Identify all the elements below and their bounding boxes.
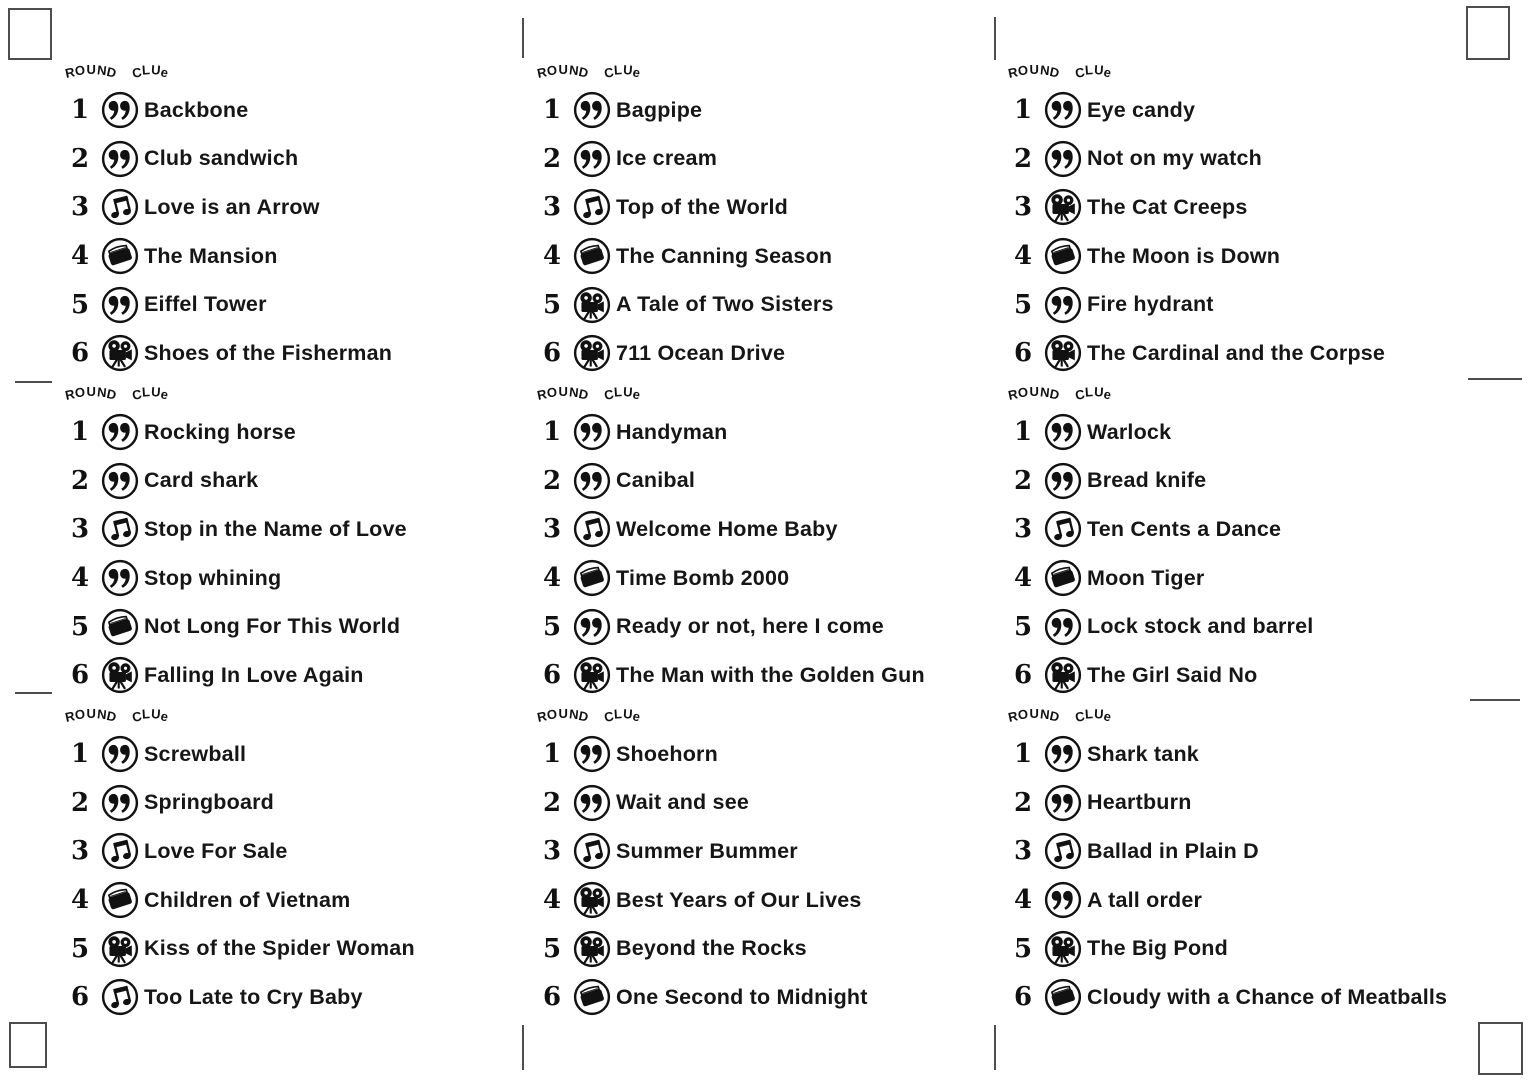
clue-row bbox=[537, 183, 1008, 232]
card-header bbox=[65, 384, 537, 408]
clue-row bbox=[1008, 135, 1480, 184]
song-icon bbox=[573, 510, 611, 548]
quote-icon bbox=[1044, 462, 1082, 500]
quote-icon bbox=[101, 286, 139, 324]
quote-icon bbox=[101, 140, 139, 178]
movie-icon bbox=[101, 334, 139, 372]
clue-row bbox=[1008, 924, 1480, 973]
round-column-label: ROUND bbox=[1006, 62, 1062, 81]
clue-row bbox=[65, 408, 537, 457]
round-number: 1 bbox=[1013, 739, 1033, 770]
round-number: 6 bbox=[542, 982, 562, 1013]
clue-row bbox=[1008, 183, 1480, 232]
clue-text: Too Late to Cry Baby bbox=[144, 984, 363, 1009]
clue-text: Screwball bbox=[144, 741, 247, 766]
clue-row bbox=[65, 973, 537, 1022]
quote-icon bbox=[101, 784, 139, 822]
clue-rows bbox=[537, 408, 1008, 700]
book-icon bbox=[573, 237, 611, 275]
clue-row bbox=[65, 779, 537, 828]
song-icon bbox=[1044, 832, 1082, 870]
clue-text: Top of the World bbox=[616, 194, 788, 219]
book-icon bbox=[101, 881, 139, 919]
round-number: 4 bbox=[542, 241, 562, 272]
round-number: 2 bbox=[70, 143, 90, 174]
clue-row bbox=[65, 651, 537, 700]
clue-column-label: CLUe bbox=[130, 61, 171, 81]
quote-icon bbox=[1044, 608, 1082, 646]
round-number: 4 bbox=[542, 885, 562, 916]
quote-icon bbox=[101, 735, 139, 773]
round-number: 1 bbox=[542, 95, 562, 126]
clue-text: Kiss of the Spider Woman bbox=[144, 936, 415, 961]
clue-row bbox=[537, 505, 1008, 554]
card-header bbox=[65, 62, 537, 86]
clue-text: Club sandwich bbox=[144, 146, 299, 171]
clue-row bbox=[537, 651, 1008, 700]
clue-text: Children of Vietnam bbox=[144, 887, 351, 912]
clue-row bbox=[1008, 505, 1480, 554]
clue-text: The Girl Said No bbox=[1087, 662, 1258, 687]
clue-text: One Second to Midnight bbox=[616, 984, 868, 1009]
clue-text: The Cardinal and the Corpse bbox=[1087, 340, 1386, 365]
card-grid bbox=[65, 62, 1480, 1028]
clue-row bbox=[537, 779, 1008, 828]
clue-row bbox=[1008, 779, 1480, 828]
clue-text: Shark tank bbox=[1087, 741, 1199, 766]
clue-rows bbox=[537, 730, 1008, 1022]
clue-text: Lock stock and barrel bbox=[1087, 614, 1314, 639]
clue-text: A tall order bbox=[1087, 887, 1203, 912]
clue-row bbox=[1008, 602, 1480, 651]
clue-row bbox=[1008, 730, 1480, 779]
clue-row bbox=[1008, 86, 1480, 135]
round-number: 4 bbox=[70, 885, 90, 916]
clue-rows bbox=[65, 86, 537, 378]
movie-icon bbox=[1044, 930, 1082, 968]
round-number: 5 bbox=[542, 933, 562, 964]
round-number: 2 bbox=[1013, 465, 1033, 496]
round-number: 3 bbox=[70, 514, 90, 545]
crop-mark-tick-bottom-1 bbox=[522, 1025, 524, 1070]
card-header bbox=[537, 384, 1008, 408]
clue-row bbox=[1008, 408, 1480, 457]
card-header bbox=[1008, 62, 1480, 86]
clue-card bbox=[537, 62, 1008, 384]
clue-text: Eye candy bbox=[1087, 97, 1196, 122]
clue-text: Heartburn bbox=[1087, 790, 1192, 815]
clue-row bbox=[1008, 876, 1480, 925]
book-icon bbox=[101, 237, 139, 275]
round-number: 3 bbox=[70, 192, 90, 223]
clue-text: Canibal bbox=[616, 468, 696, 493]
clue-row bbox=[65, 86, 537, 135]
round-number: 1 bbox=[1013, 417, 1033, 448]
clue-text: 711 Ocean Drive bbox=[616, 340, 786, 365]
round-number: 1 bbox=[70, 95, 90, 126]
quote-icon bbox=[573, 140, 611, 178]
clue-column-label: CLUe bbox=[602, 61, 643, 81]
round-number: 6 bbox=[1013, 982, 1033, 1013]
clue-text: Fire hydrant bbox=[1087, 292, 1214, 317]
crop-mark-square-top-left bbox=[8, 8, 52, 60]
clue-row bbox=[537, 876, 1008, 925]
round-number: 3 bbox=[542, 836, 562, 867]
round-number: 1 bbox=[70, 417, 90, 448]
clue-text: Summer Bummer bbox=[616, 838, 798, 863]
clue-column-label: CLUe bbox=[1073, 705, 1114, 725]
clue-text: Wait and see bbox=[616, 790, 750, 815]
book-icon bbox=[573, 978, 611, 1016]
clue-row bbox=[65, 232, 537, 281]
clue-rows bbox=[1008, 730, 1480, 1022]
song-icon bbox=[1044, 510, 1082, 548]
round-number: 6 bbox=[542, 338, 562, 369]
round-number: 6 bbox=[542, 660, 562, 691]
clue-text: Stop in the Name of Love bbox=[144, 516, 407, 541]
song-icon bbox=[101, 510, 139, 548]
clue-row bbox=[65, 876, 537, 925]
round-number: 5 bbox=[542, 289, 562, 320]
movie-icon bbox=[573, 930, 611, 968]
round-number: 2 bbox=[1013, 787, 1033, 818]
round-number: 3 bbox=[1013, 514, 1033, 545]
round-number: 1 bbox=[1013, 95, 1033, 126]
clue-card bbox=[537, 706, 1008, 1028]
clue-row bbox=[537, 827, 1008, 876]
clue-card bbox=[1008, 62, 1480, 384]
clue-row bbox=[65, 135, 537, 184]
quote-icon bbox=[1044, 140, 1082, 178]
clue-rows bbox=[1008, 86, 1480, 378]
quote-icon bbox=[573, 91, 611, 129]
clue-row bbox=[65, 505, 537, 554]
clue-row bbox=[1008, 329, 1480, 378]
round-number: 6 bbox=[1013, 660, 1033, 691]
clue-text: The Mansion bbox=[144, 243, 278, 268]
crop-mark-square-top-right bbox=[1466, 6, 1510, 60]
clue-card bbox=[65, 384, 537, 706]
round-number: 4 bbox=[542, 563, 562, 594]
clue-text: A Tale of Two Sisters bbox=[616, 292, 834, 317]
clue-card bbox=[1008, 706, 1480, 1028]
clue-text: Shoehorn bbox=[616, 741, 718, 766]
round-number: 3 bbox=[542, 514, 562, 545]
clue-text: Beyond the Rocks bbox=[616, 936, 807, 961]
crop-mark-tick-top-1 bbox=[522, 18, 524, 58]
round-column-label: ROUND bbox=[63, 384, 119, 403]
round-number: 4 bbox=[1013, 885, 1033, 916]
clue-column-label: CLUe bbox=[602, 383, 643, 403]
round-column-label: ROUND bbox=[63, 62, 119, 81]
clue-text: Ready or not, here I come bbox=[616, 614, 884, 639]
clue-text: Not on my watch bbox=[1087, 146, 1263, 171]
round-number: 2 bbox=[542, 465, 562, 496]
quote-icon bbox=[1044, 413, 1082, 451]
clue-text: Shoes of the Fisherman bbox=[144, 340, 393, 365]
card-header bbox=[65, 706, 537, 730]
round-number: 6 bbox=[70, 982, 90, 1013]
round-number: 5 bbox=[70, 611, 90, 642]
song-icon bbox=[573, 188, 611, 226]
clue-text: Not Long For This World bbox=[144, 614, 401, 639]
round-number: 2 bbox=[70, 465, 90, 496]
book-icon bbox=[573, 559, 611, 597]
quote-icon bbox=[1044, 784, 1082, 822]
clue-row bbox=[65, 329, 537, 378]
clue-row bbox=[65, 554, 537, 603]
clue-text: Moon Tiger bbox=[1087, 565, 1205, 590]
clue-text: Rocking horse bbox=[144, 419, 296, 444]
clue-column-label: CLUe bbox=[1073, 61, 1114, 81]
card-header bbox=[1008, 384, 1480, 408]
clue-row bbox=[1008, 232, 1480, 281]
book-icon bbox=[1044, 559, 1082, 597]
clue-text: Handyman bbox=[616, 419, 728, 444]
crop-mark-square-bottom-right bbox=[1478, 1022, 1523, 1075]
clue-row bbox=[537, 602, 1008, 651]
clue-card bbox=[65, 706, 537, 1028]
round-column-label: ROUND bbox=[535, 384, 591, 403]
clue-text: Best Years of Our Lives bbox=[616, 887, 862, 912]
card-header bbox=[1008, 706, 1480, 730]
round-number: 3 bbox=[1013, 192, 1033, 223]
clue-text: Springboard bbox=[144, 790, 275, 815]
round-number: 4 bbox=[70, 563, 90, 594]
round-number: 1 bbox=[542, 417, 562, 448]
round-column-label: ROUND bbox=[1006, 384, 1062, 403]
quote-icon bbox=[1044, 881, 1082, 919]
clue-text: Time Bomb 2000 bbox=[616, 565, 790, 590]
clue-text: Eiffel Tower bbox=[144, 292, 267, 317]
clue-row bbox=[537, 554, 1008, 603]
movie-icon bbox=[101, 656, 139, 694]
clue-text: Card shark bbox=[144, 468, 259, 493]
quote-icon bbox=[573, 735, 611, 773]
clue-row bbox=[65, 602, 537, 651]
clue-row bbox=[1008, 280, 1480, 329]
clue-text: Cloudy with a Chance of Meatballs bbox=[1087, 984, 1448, 1009]
round-number: 3 bbox=[542, 192, 562, 223]
round-number: 5 bbox=[1013, 933, 1033, 964]
clue-column-label: CLUe bbox=[130, 705, 171, 725]
clue-text: Stop whining bbox=[144, 565, 282, 590]
clue-text: Love is an Arrow bbox=[144, 194, 320, 219]
round-number: 4 bbox=[70, 241, 90, 272]
clue-row bbox=[537, 408, 1008, 457]
movie-icon bbox=[1044, 334, 1082, 372]
round-number: 3 bbox=[70, 836, 90, 867]
clue-text: The Man with the Golden Gun bbox=[616, 662, 925, 687]
clue-row bbox=[65, 280, 537, 329]
clue-column-label: CLUe bbox=[602, 705, 643, 725]
card-header bbox=[537, 706, 1008, 730]
movie-icon bbox=[573, 656, 611, 694]
quote-icon bbox=[1044, 735, 1082, 773]
round-number: 6 bbox=[70, 660, 90, 691]
round-number: 1 bbox=[542, 739, 562, 770]
crop-mark-tick-left-2 bbox=[15, 692, 52, 694]
clue-text: Falling In Love Again bbox=[144, 662, 364, 687]
clue-row bbox=[1008, 973, 1480, 1022]
clue-rows bbox=[1008, 408, 1480, 700]
clue-row bbox=[537, 924, 1008, 973]
clue-column-label: CLUe bbox=[130, 383, 171, 403]
round-number: 5 bbox=[542, 611, 562, 642]
quote-icon bbox=[573, 784, 611, 822]
quote-icon bbox=[573, 413, 611, 451]
clue-row bbox=[1008, 651, 1480, 700]
round-number: 3 bbox=[1013, 836, 1033, 867]
clue-row bbox=[537, 232, 1008, 281]
clue-row bbox=[1008, 554, 1480, 603]
round-column-label: ROUND bbox=[535, 706, 591, 725]
quote-icon bbox=[573, 462, 611, 500]
clue-rows bbox=[65, 730, 537, 1022]
song-icon bbox=[573, 832, 611, 870]
song-icon bbox=[101, 188, 139, 226]
round-number: 6 bbox=[1013, 338, 1033, 369]
book-icon bbox=[101, 608, 139, 646]
round-number: 2 bbox=[1013, 143, 1033, 174]
clue-text: Ice cream bbox=[616, 146, 718, 171]
song-icon bbox=[101, 978, 139, 1016]
quote-icon bbox=[101, 91, 139, 129]
clue-card bbox=[537, 384, 1008, 706]
book-icon bbox=[1044, 237, 1082, 275]
clue-card bbox=[65, 62, 537, 384]
round-number: 5 bbox=[1013, 289, 1033, 320]
clue-text: The Canning Season bbox=[616, 243, 833, 268]
crop-mark-square-bottom-left bbox=[9, 1022, 47, 1068]
clue-row bbox=[65, 457, 537, 506]
clue-card bbox=[1008, 384, 1480, 706]
clue-row bbox=[537, 86, 1008, 135]
quote-icon bbox=[101, 559, 139, 597]
movie-icon bbox=[1044, 188, 1082, 226]
clue-text: Ten Cents a Dance bbox=[1087, 516, 1282, 541]
clue-text: Bread knife bbox=[1087, 468, 1207, 493]
quote-icon bbox=[573, 608, 611, 646]
round-number: 2 bbox=[542, 787, 562, 818]
clue-row bbox=[65, 827, 537, 876]
round-number: 6 bbox=[70, 338, 90, 369]
clue-text: Love For Sale bbox=[144, 838, 288, 863]
round-number: 1 bbox=[70, 739, 90, 770]
round-number: 4 bbox=[1013, 241, 1033, 272]
quote-icon bbox=[1044, 286, 1082, 324]
movie-icon bbox=[573, 881, 611, 919]
clue-rows bbox=[537, 86, 1008, 378]
round-number: 4 bbox=[1013, 563, 1033, 594]
clue-row bbox=[537, 135, 1008, 184]
round-column-label: ROUND bbox=[1006, 706, 1062, 725]
quote-icon bbox=[101, 462, 139, 500]
quote-icon bbox=[101, 413, 139, 451]
clue-row bbox=[65, 730, 537, 779]
movie-icon bbox=[1044, 656, 1082, 694]
clue-text: The Cat Creeps bbox=[1087, 194, 1248, 219]
crop-mark-tick-left-1 bbox=[15, 381, 52, 383]
movie-icon bbox=[101, 930, 139, 968]
clue-row bbox=[1008, 827, 1480, 876]
round-column-label: ROUND bbox=[63, 706, 119, 725]
crop-mark-tick-bottom-2 bbox=[994, 1025, 996, 1070]
movie-icon bbox=[573, 334, 611, 372]
clue-row bbox=[537, 280, 1008, 329]
book-icon bbox=[1044, 978, 1082, 1016]
movie-icon bbox=[573, 286, 611, 324]
clue-rows bbox=[65, 408, 537, 700]
round-number: 5 bbox=[1013, 611, 1033, 642]
clue-text: Welcome Home Baby bbox=[616, 516, 838, 541]
round-number: 2 bbox=[542, 143, 562, 174]
clue-text: Backbone bbox=[144, 97, 249, 122]
song-icon bbox=[101, 832, 139, 870]
clue-row bbox=[65, 183, 537, 232]
clue-text: Ballad in Plain D bbox=[1087, 838, 1259, 863]
clue-text: The Moon is Down bbox=[1087, 243, 1281, 268]
round-number: 5 bbox=[70, 289, 90, 320]
clue-column-label: CLUe bbox=[1073, 383, 1114, 403]
clue-row bbox=[537, 329, 1008, 378]
round-number: 2 bbox=[70, 787, 90, 818]
crop-mark-tick-top-2 bbox=[994, 17, 996, 60]
clue-row bbox=[65, 924, 537, 973]
clue-row bbox=[537, 973, 1008, 1022]
clue-row bbox=[537, 457, 1008, 506]
clue-row bbox=[1008, 457, 1480, 506]
round-column-label: ROUND bbox=[535, 62, 591, 81]
clue-row bbox=[537, 730, 1008, 779]
card-header bbox=[537, 62, 1008, 86]
clue-text: Warlock bbox=[1087, 419, 1172, 444]
clue-text: Bagpipe bbox=[616, 97, 703, 122]
round-number: 5 bbox=[70, 933, 90, 964]
quote-icon bbox=[1044, 91, 1082, 129]
clue-text: The Big Pond bbox=[1087, 936, 1228, 961]
